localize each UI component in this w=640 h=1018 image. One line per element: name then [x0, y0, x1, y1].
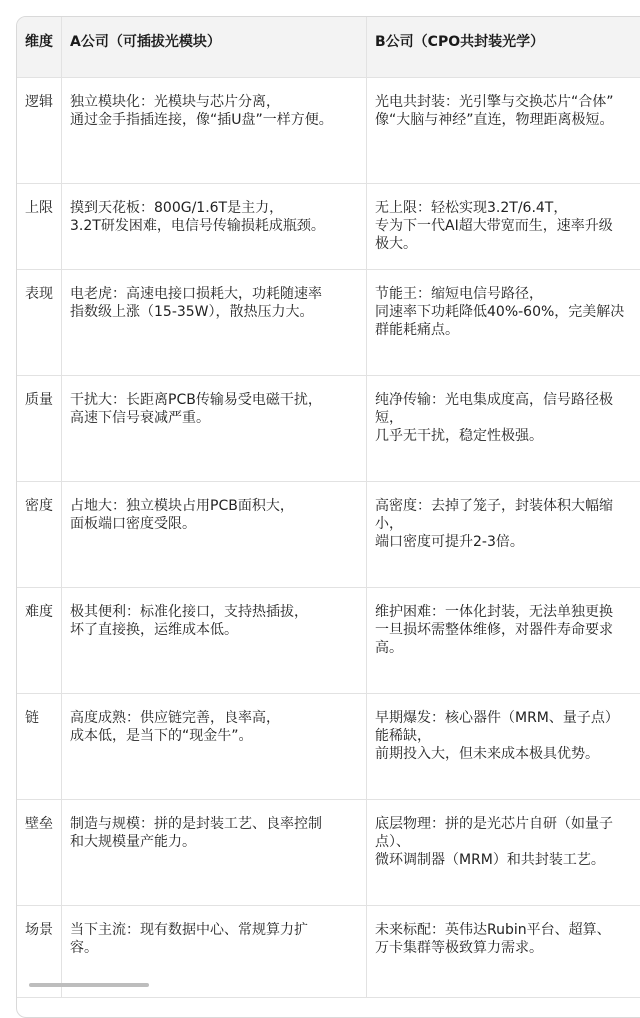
cell-text-line: 小，	[375, 516, 403, 532]
cell-text-line: 未来标配：英伟达Rubin平台、超算、	[375, 922, 611, 938]
cell-text-line: 3.2T研发困难，电信号传输损耗成瓶颈。	[70, 218, 325, 234]
table-frame	[16, 16, 640, 1018]
company-b-cell	[367, 183, 640, 269]
company-b-cell	[367, 905, 640, 997]
row-dimension-cell: 壁垒	[17, 799, 62, 905]
cell-text-line: 和大规模量产能力。	[70, 834, 196, 850]
cell-text-line: 节能王：缩短电信号路径，	[375, 286, 543, 302]
cell-text-line: 面板端口密度受限。	[70, 516, 196, 532]
cell-text-line: 前期投入大，但未来成本极具优势。	[375, 746, 599, 762]
company-a-cell	[62, 693, 367, 799]
cell-text-line: 维护困难：一体化封装，无法单独更换	[375, 604, 613, 620]
table-row	[17, 587, 640, 694]
table-row	[17, 375, 640, 482]
cell-text-line: 坏了直接换，运维成本低。	[70, 622, 238, 638]
company-b-cell	[367, 77, 640, 183]
row-dimension-cell: 难度	[17, 587, 62, 693]
row-dimension-cell: 链	[17, 693, 62, 799]
company-a-cell	[62, 77, 367, 183]
company-b-cell	[367, 269, 640, 375]
cell-text-line: 高。	[375, 640, 403, 656]
horizontal-scrollbar[interactable]	[29, 983, 149, 987]
cell-text-line: 群能耗痛点。	[375, 322, 459, 338]
cell-text-line: 通过金手指插连接，像“插U盘”一样方便。	[70, 112, 333, 128]
company-a-cell	[62, 799, 367, 905]
cell-text-line: 占地大：独立模块占用PCB面积大，	[70, 498, 294, 514]
cell-text-line: 制造与规模：拼的是封装工艺、良率控制	[70, 816, 322, 832]
cell-text-line: 电老虎：高速电接口损耗大，功耗随速率	[70, 286, 322, 302]
company-a-cell	[62, 269, 367, 375]
cell-text-line: 容。	[70, 940, 98, 956]
comparison-table	[16, 16, 640, 991]
cell-text-line: 万卡集群等极致算力需求。	[375, 940, 543, 956]
cell-text-line: 极大。	[375, 236, 417, 252]
cell-text-line: 几乎无干扰，稳定性极强。	[375, 428, 543, 444]
company-b-cell	[367, 693, 640, 799]
company-b-cell	[367, 587, 640, 693]
company-a-cell	[62, 587, 367, 693]
cell-text-line: 干扰大：长距离PCB传输易受电磁干扰，	[70, 392, 322, 408]
cell-text-line: 高速下信号衰减严重。	[70, 410, 210, 426]
cell-text-line: 指数级上涨（15-35W），散热压力大。	[70, 304, 314, 320]
cell-text-line: 高度成熟：供应链完善，良率高，	[70, 710, 280, 726]
company-b-cell	[367, 375, 640, 481]
table-row	[17, 799, 640, 906]
cell-text-line: 纯净传输：光电集成度高，信号路径极	[375, 392, 613, 408]
cell-text-line: 能稀缺，	[375, 728, 431, 744]
header-company-b: B公司（CPO共封装光学）	[375, 34, 545, 50]
header-company-a: A公司（可插拔光模块）	[62, 17, 367, 77]
cell-text-line: 一旦损坏需整体维修，对器件寿命要求	[375, 622, 613, 638]
table-row	[17, 183, 640, 270]
company-b-cell	[367, 799, 640, 905]
row-dimension-cell: 上限	[17, 183, 62, 269]
table-row	[17, 77, 640, 184]
company-b-cell	[367, 481, 640, 587]
cell-text-line: 当下主流：现有数据中心、常规算力扩	[70, 922, 308, 938]
cell-text-line: 短，	[375, 410, 403, 426]
cell-text-line: 早期爆发：核心器件（MRM、量子点）	[375, 710, 619, 726]
cell-text-line: 底层物理：拼的是光芯片自研（如量子	[375, 816, 613, 832]
cell-text-line: 极其便利：标准化接口，支持热插拔，	[70, 604, 308, 620]
table-header-row	[17, 17, 640, 78]
cell-text-line: 高密度：去掉了笼子，封装体积大幅缩	[375, 498, 613, 514]
table-row	[17, 481, 640, 588]
cell-text-line: 光电共封装：光引擎与交换芯片“合体”	[375, 94, 614, 110]
cell-text-line: 同速率下功耗降低40%-60%，完美解决	[375, 304, 625, 320]
table-row	[17, 269, 640, 376]
cell-text-line: 无上限：轻松实现3.2T/6.4T，	[375, 200, 568, 216]
company-a-cell	[62, 481, 367, 587]
company-a-cell	[62, 375, 367, 481]
row-dimension-cell: 密度	[17, 481, 62, 587]
header-dimension: 维度	[17, 17, 62, 77]
company-a-cell	[62, 183, 367, 269]
row-dimension-cell: 场景	[17, 905, 62, 997]
table-row	[17, 693, 640, 800]
cell-text-line: 专为下一代AI超大带宽而生，速率升级	[375, 218, 613, 234]
cell-text-line: 独立模块化：光模块与芯片分离，	[70, 94, 280, 110]
cell-text-line: 成本低，是当下的“现金牛”。	[70, 728, 253, 744]
cell-text-line: 端口密度可提升2-3倍。	[375, 534, 524, 550]
row-dimension-cell: 表现	[17, 269, 62, 375]
cell-text-line: 微环调制器（MRM）和共封装工艺。	[375, 852, 605, 868]
cell-text-line: 点）、	[375, 834, 410, 850]
cell-text-line: 摸到天花板：800G/1.6T是主力，	[70, 200, 284, 216]
row-dimension-cell: 逻辑	[17, 77, 62, 183]
cell-text-line: 像“大脑与神经”直连，物理距离极短。	[375, 112, 614, 128]
row-dimension-cell: 质量	[17, 375, 62, 481]
